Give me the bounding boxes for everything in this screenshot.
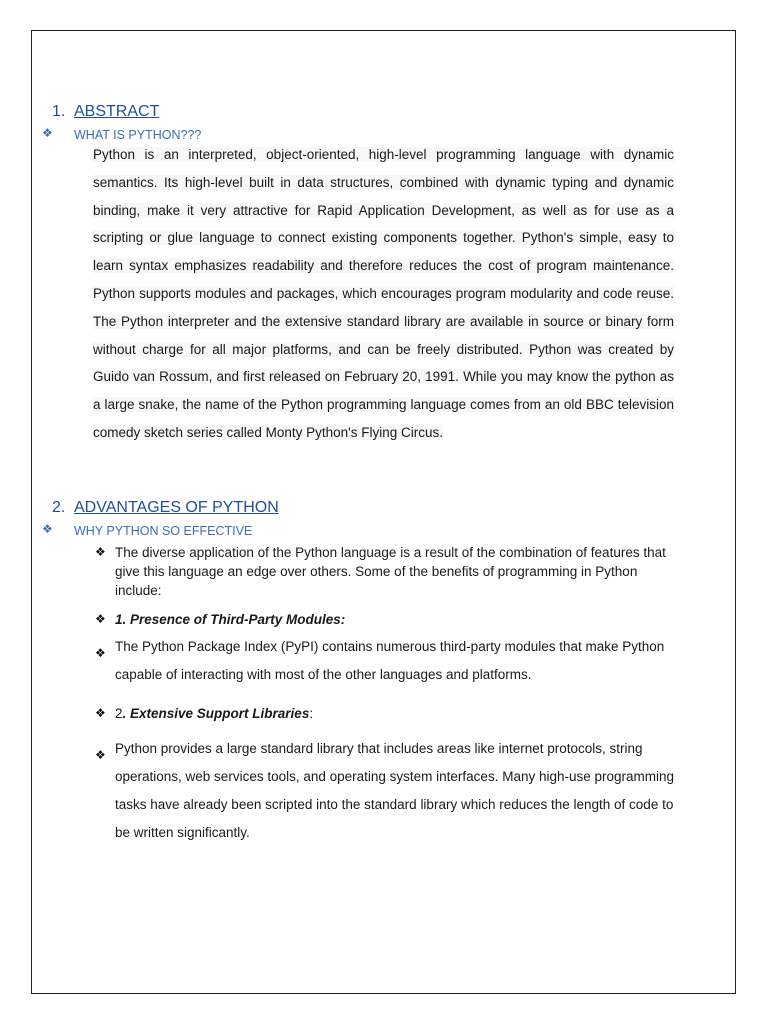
diamond-bullet-icon [95, 704, 115, 722]
subheading-text: WHAT IS PYTHON??? [74, 128, 202, 142]
section-heading-abstract [52, 103, 159, 121]
diamond-bullet-icon [95, 610, 115, 628]
diamond-bullet-icon [42, 128, 56, 142]
subheading-text: WHY PYTHON SO EFFECTIVE [74, 524, 253, 538]
list-item: ❖ The diverse application of the Python language is a result of the combination of features that give this language an edge over others. Some of the benefits of programming in Python include: [95, 543, 675, 600]
list-item: ❖ Python provides a large standard library that includes areas like internet protocols, string operations, web services tools, and operating system interfaces. Many high-use programming tasks have already been scripted into the standard library which reduces the length of code to be written significantly. [95, 735, 675, 847]
section-title: ADVANTAGES OF PYTHON [74, 499, 279, 516]
section-number: 2. [52, 499, 66, 516]
diamond-bullet-icon [95, 741, 115, 759]
subheading-why-python [42, 524, 252, 538]
section-number: 1. [52, 103, 66, 120]
list-item: ❖ 1. Presence of Third-Party Modules: [95, 610, 675, 629]
section-title: ABSTRACT [74, 103, 160, 120]
abstract-paragraph: Python is an interpreted, object-oriented, high-level programming language with dynamic semantics. Its high-level built in data structures, combined with dynamic typing and dynamic binding, make it very attractive for Rapid Application Development, as well as for use as a scripting or glue language to connect existing components together. Python's simple, easy to learn syntax emphasizes readability and therefore reduces the cost of program maintenance. Python supports modules and packages, which encourages program modularity and code reuse. The Python interpreter and the extensive standard library are available in source or binary form without charge for all major platforms, and can be freely distributed. Python was created by Guido van Rossum, and first released on February 20, 1991. While you may know the python as a large snake, the name of the Python programming language comes from an old BBC television comedy sketch series called Monty Python's Flying Circus. [93, 147, 674, 440]
diamond-bullet-icon [95, 639, 115, 657]
diamond-bullet-icon [95, 543, 115, 561]
diamond-bullet-icon [42, 524, 56, 538]
list-item: ❖ 2. Extensive Support Libraries: [95, 704, 675, 723]
list-item: ❖ The Python Package Index (PyPI) contains numerous third-party modules that make Python capable of interacting with most of the other languages and platforms. [95, 633, 675, 689]
subheading-what-is-python [42, 128, 201, 142]
section-heading-advantages [52, 499, 279, 517]
